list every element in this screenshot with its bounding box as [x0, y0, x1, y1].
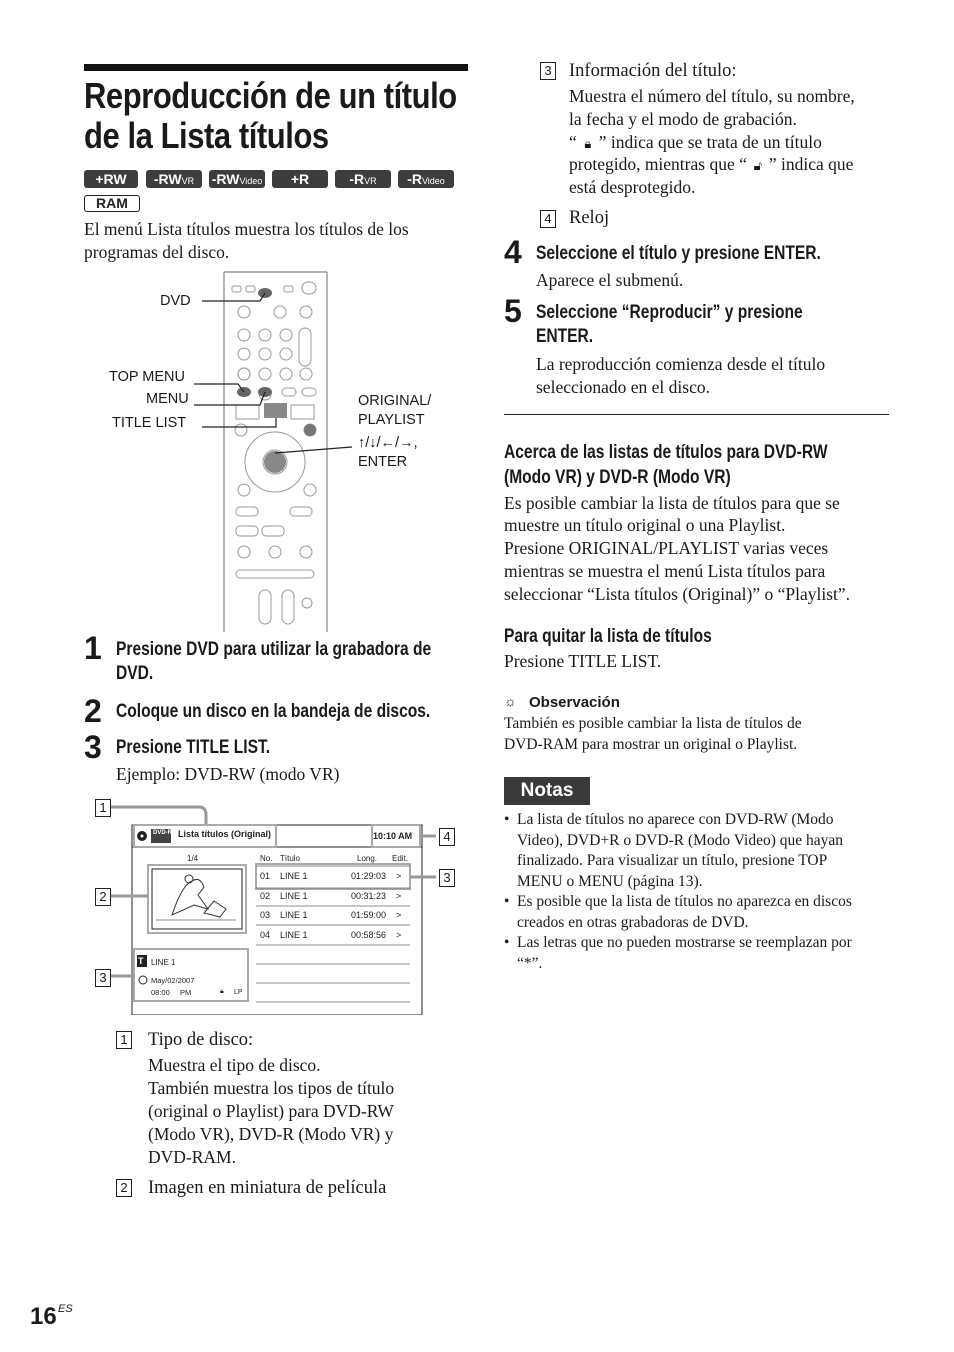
disc-type-icon: DVD-RW	[153, 830, 178, 836]
legend-num-4: 4	[540, 210, 556, 228]
legend-label-3: Información del título:	[569, 61, 737, 81]
title-list-screen-figure	[84, 795, 464, 1015]
remote-label-playlist: PLAYLIST	[358, 412, 425, 428]
callout-3: 3	[95, 969, 111, 987]
page-title: Reproducción de un título de la Lista títulos	[84, 75, 457, 156]
row-title: LINE 1	[280, 871, 308, 881]
notes-bullet: •	[504, 811, 510, 828]
notes-bullet: •	[504, 893, 510, 910]
legend-desc-3b: la fecha y el modo de grabación.	[569, 109, 797, 129]
section-vr-line: Presione ORIGINAL/PLAYLIST varias veces	[504, 538, 829, 558]
step5-sub: La reproducción comienza desde el título seleccionado en el disco.	[536, 354, 826, 397]
row-no: 01	[260, 871, 271, 881]
legend-desc-1d: (Modo VR), DVD-R (Modo VR) y	[148, 1124, 394, 1144]
step-text: Seleccione “Reproducir” y presione ENTER.	[536, 302, 803, 347]
badge-ram: RAM	[84, 195, 140, 212]
step-number: 4	[504, 234, 522, 270]
remote-label-enter: ENTER	[358, 454, 408, 470]
step-text: Presione DVD para utilizar la grabadora de DVD.	[116, 639, 432, 684]
callout-4: 4	[439, 828, 455, 846]
notes-item-line: finalizado. Para visualizar un título, presione TOP	[517, 852, 828, 869]
row-length: 01:59:00	[351, 910, 387, 920]
section-vr-line: Es posible cambiar la lista de títulos para que se	[504, 493, 840, 513]
page-number: 16	[30, 1303, 57, 1330]
legend-desc-3c	[569, 131, 822, 155]
step-number: 1	[84, 630, 102, 666]
row-arrow: >	[396, 930, 402, 940]
section-vr-heading: Acerca de las listas de títulos para DVD-RW (Modo VR) y DVD-R (Modo VR)	[504, 442, 828, 488]
tip-icon: ☼	[504, 693, 517, 709]
legend-desc-3d-close: ” indica que	[768, 154, 854, 174]
step-text: Presione TITLE LIST.	[116, 737, 271, 758]
unprotected-lock-icon: 🔓︎	[753, 158, 763, 173]
legend-desc-1e: DVD-RAM.	[148, 1147, 236, 1167]
row-arrow: >	[396, 910, 402, 920]
legend-desc-1b: También muestra los tipos de título	[148, 1078, 395, 1098]
divider	[504, 414, 889, 415]
row-length: 00:31:23	[351, 891, 387, 901]
callout-1: 1	[95, 799, 111, 817]
notes-bullet: •	[504, 934, 510, 951]
notes-heading: Notas	[504, 777, 590, 805]
step-text: Seleccione el título y presione ENTER.	[536, 243, 821, 264]
notes-item-line: Video), DVD+R o DVD-R (Modo Video) que hayan	[517, 832, 844, 849]
row-title: LINE 1	[280, 930, 308, 940]
remote-label-top-menu: TOP MENU	[109, 369, 186, 385]
col-no: No.	[260, 854, 273, 863]
badge-minus-r-video: -RVideo	[398, 170, 454, 188]
info-ampm: PM	[180, 988, 192, 997]
legend-desc-3e: está desprotegido.	[569, 177, 696, 197]
legend-desc-1a: Muestra el tipo de disco.	[148, 1055, 321, 1075]
remote-label-title-list: TITLE LIST	[112, 415, 187, 431]
remote-label-original: ORIGINAL/	[358, 393, 432, 409]
tip-line: También es posible cambiar la lista de títulos de	[504, 715, 802, 732]
row-no: 02	[260, 891, 271, 901]
section-vr-line: mientras se muestra el menú Lista títulos para	[504, 561, 826, 581]
intro-text: El menú Lista títulos muestra los títulos de los programas del disco.	[84, 219, 409, 262]
step-number: 5	[504, 293, 522, 329]
notes-item-line: MENU o MENU (página 13).	[517, 873, 703, 890]
row-title: LINE 1	[280, 891, 308, 901]
legend-desc-1c: (original o Playlist) para DVD-RW	[148, 1101, 394, 1121]
row-no: 03	[260, 910, 271, 920]
callout-3-right: 3	[439, 869, 455, 887]
legend-num-3: 3	[540, 62, 556, 80]
section-remove-heading: Para quitar la lista de títulos	[504, 626, 712, 647]
step-text: Coloque un disco en la bandeja de discos.	[116, 701, 431, 722]
legend-num-2: 2	[116, 1179, 132, 1197]
section-remove-body: Presione TITLE LIST.	[504, 651, 662, 671]
callout-2: 2	[95, 888, 111, 906]
legend-desc-3c-close: ” indica que se trata de un título	[598, 132, 822, 152]
step3-example: Ejemplo: DVD-RW (modo VR)	[116, 764, 340, 784]
info-title: LINE 1	[151, 958, 176, 967]
badge-minus-r-vr: -RVR	[335, 170, 391, 188]
legend-desc-3c-open: “	[569, 132, 577, 152]
col-length: Long.	[357, 854, 378, 863]
row-no: 04	[260, 930, 271, 940]
title-rule	[84, 64, 468, 71]
screen-clock: 10:10 AM	[373, 831, 413, 841]
remote-label-menu: MENU	[146, 391, 189, 407]
legend-desc-3a: Muestra el número del título, su nombre,	[569, 86, 855, 106]
info-badge: T	[138, 956, 144, 966]
badge-minus-rw-vr: -RWVR	[146, 170, 202, 188]
notes-item-line: creados en otras grabadoras de DVD.	[517, 914, 749, 931]
step4-sub: Aparece el submenú.	[536, 270, 684, 290]
page-number-suffix: ES	[58, 1303, 73, 1315]
badge-minus-rw-video: -RWVideo	[209, 170, 265, 188]
legend-desc-3d-open: protegido, mientras que “	[569, 154, 747, 174]
info-date: May/02/2007	[151, 976, 195, 985]
row-title: LINE 1	[280, 910, 308, 920]
legend-label-2: Imagen en miniatura de película	[148, 1178, 387, 1198]
info-mode: LP	[234, 989, 243, 996]
badge-plus-r: +R	[272, 170, 328, 188]
notes-item-line: Es posible que la lista de títulos no aparezca en discos	[517, 893, 852, 910]
section-vr-line: seleccionar “Lista títulos (Original)” o “Playlist”.	[504, 584, 851, 604]
info-time: 08:00	[151, 988, 170, 997]
legend-desc-3d	[569, 153, 853, 177]
protected-lock-icon: 🔒︎	[584, 136, 592, 151]
remote-label-dvd: DVD	[160, 293, 191, 309]
notes-item-line: La lista de títulos no aparece con DVD-RW (Modo	[517, 811, 834, 828]
col-title: Título	[280, 854, 301, 863]
badge-plus-rw: +RW	[84, 170, 138, 188]
step-number: 3	[84, 729, 102, 765]
remote-label-arrows: ↑/↓/←/→,	[358, 435, 418, 451]
notes-item-line: Las letras que no pueden mostrarse se reemplazan por	[517, 934, 852, 951]
row-length: 01:29:03	[351, 871, 387, 881]
legend-label-4: Reloj	[569, 208, 610, 228]
section-vr-line: muestre un título original o una Playlist.	[504, 515, 786, 535]
row-length: 00:58:56	[351, 930, 387, 940]
legend-label-1: Tipo de disco:	[148, 1030, 254, 1050]
legend-num-1: 1	[116, 1031, 132, 1049]
row-arrow: >	[396, 891, 402, 901]
page-indicator: 1/4	[187, 854, 199, 863]
list-title: Lista títulos (Original)	[178, 829, 272, 839]
step-number: 2	[84, 693, 102, 729]
tip-line: DVD-RAM para mostrar un original o Playlist.	[504, 736, 798, 753]
col-edit: Edit.	[392, 854, 409, 863]
row-arrow: >	[396, 871, 402, 881]
tip-heading: Observación	[529, 694, 620, 711]
lock-icon: 🔒︎	[220, 988, 224, 995]
notes-item-line: “*”.	[517, 955, 543, 972]
